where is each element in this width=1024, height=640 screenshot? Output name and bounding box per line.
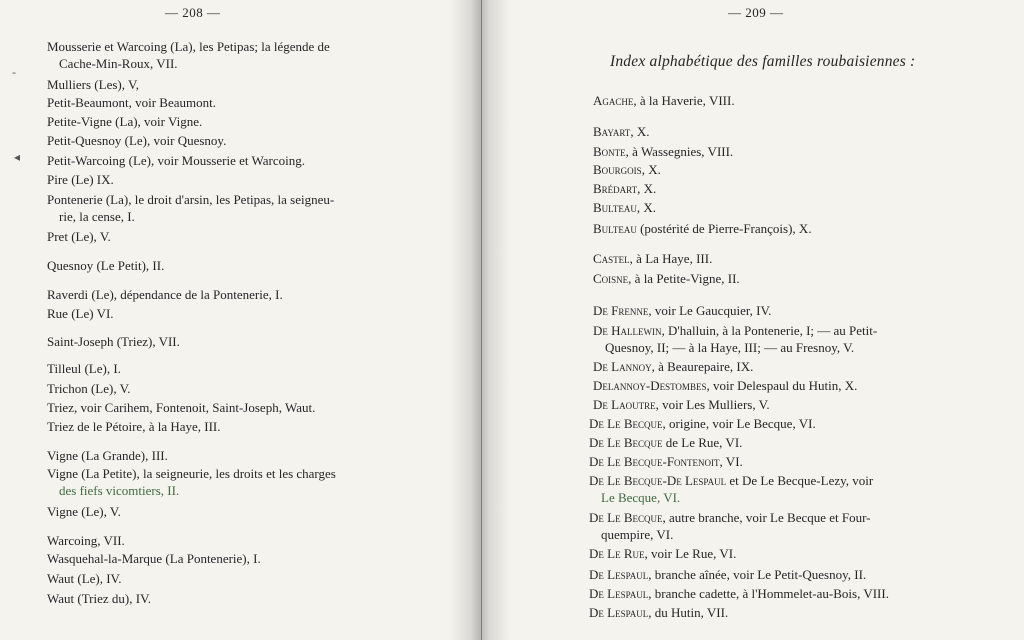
family-index-entry <box>593 180 656 197</box>
entry-line: Rue (Le) VI. <box>47 306 114 321</box>
family-index-entry <box>593 123 649 140</box>
family-index-entry <box>589 566 866 583</box>
family-name: De Hallewin <box>593 323 662 338</box>
entry-line: Raverdi (Le), dépendance de la Pontenerie, I. <box>47 287 283 302</box>
entry-line <box>593 397 770 412</box>
entry-line: Quesnoy (Le Petit), II. <box>47 258 165 273</box>
entry-line <box>589 472 873 489</box>
index-entry <box>47 152 305 169</box>
entry-line <box>593 162 661 177</box>
family-name: Bourgois <box>593 162 642 177</box>
entry-line: Pontenerie (La), le droit d'arsin, les Petipas, la seigneu- <box>47 192 335 207</box>
entry-detail: , D'halluin, à la Pontenerie, I; — au Petit- <box>661 323 878 338</box>
family-index-entry <box>593 199 656 216</box>
index-entry <box>47 360 121 377</box>
family-index-entry <box>593 302 771 319</box>
family-name: Castel <box>593 251 630 266</box>
entry-continuation-line: Cache-Min-Roux, VII. <box>59 56 178 71</box>
entry-detail: , du Hutin, VII. <box>648 605 729 620</box>
entry-detail: , voir Le Rue, VI. <box>644 546 737 561</box>
entry-line: Triez, voir Carihem, Fontenoit, Saint-Joseph, Waut. <box>47 400 316 415</box>
index-entry <box>47 305 114 322</box>
entry-line: Vigne (Le), V. <box>47 504 121 519</box>
entry-detail: , VI. <box>719 454 743 469</box>
entry-line <box>589 416 816 431</box>
index-entry <box>47 590 151 607</box>
index-entry <box>47 399 315 416</box>
entry-detail: , à Wassegnies, VIII. <box>625 144 734 159</box>
family-index-entry <box>593 358 753 375</box>
entry-continuation-line: Le Becque, VI. <box>601 490 681 505</box>
entry-line: Mousserie et Warcoing (La), les Petipas; la légende de <box>47 39 330 54</box>
family-index-entry <box>593 322 877 356</box>
entry-line: Trichon (Le), V. <box>47 381 131 396</box>
family-index-entry <box>589 509 871 543</box>
entry-line <box>593 378 857 393</box>
family-index-entry <box>589 604 728 621</box>
index-entry <box>47 333 180 350</box>
index-entry <box>47 447 168 464</box>
entry-line <box>589 605 728 620</box>
entry-line <box>589 509 871 526</box>
left-page-number: — 208 — <box>165 5 221 20</box>
index-entry <box>47 94 216 111</box>
entry-line: Pire (Le) IX. <box>47 172 114 187</box>
entry-line <box>593 251 712 266</box>
entry-line <box>593 124 649 139</box>
family-name: Brédart <box>593 181 638 196</box>
right-page <box>480 0 1024 640</box>
index-entry <box>47 191 334 225</box>
family-index-entry <box>589 434 742 451</box>
entry-line: Petit-Quesnoy (Le), voir Quesnoy. <box>47 133 227 148</box>
entry-continuation-line: des fiefs vicomtiers, II. <box>59 483 180 498</box>
entry-line: Waut (Le), IV. <box>47 571 122 586</box>
family-name: De Lespaul <box>589 586 649 601</box>
entry-line <box>593 221 812 236</box>
entry-detail: , X. <box>637 181 657 196</box>
entry-detail: et De Le Becque-Lezy, voir <box>726 473 874 488</box>
entry-line: Petit-Warcoing (Le), voir Mousserie et Warcoing. <box>47 153 305 168</box>
family-index-entry <box>593 396 770 413</box>
index-entry <box>47 286 283 303</box>
entry-line: Pret (Le), V. <box>47 229 111 244</box>
index-entry <box>47 503 121 520</box>
entry-line <box>593 181 656 196</box>
entry-line <box>593 93 735 108</box>
family-index-entry <box>589 453 743 470</box>
index-entry <box>47 465 336 499</box>
family-name: Agache <box>593 93 634 108</box>
entry-detail: , autre branche, voir Le Becque et Four- <box>662 510 871 525</box>
family-name: De Le Rue <box>589 546 645 561</box>
entry-detail: , origine, voir Le Becque, VI. <box>662 416 816 431</box>
entry-line <box>593 200 656 215</box>
entry-line <box>593 271 740 286</box>
family-index-entry <box>589 472 873 506</box>
entry-line <box>589 454 743 469</box>
entry-line: Wasquehal-la-Marque (La Pontenerie), I. <box>47 551 261 566</box>
family-name: De Frenne <box>593 303 649 318</box>
entry-line: Petite-Vigne (La), voir Vigne. <box>47 114 203 129</box>
entry-detail: , X. <box>636 200 656 215</box>
entry-line <box>589 567 866 582</box>
family-index-entry <box>593 377 857 394</box>
index-entry <box>47 532 125 549</box>
entry-detail: , à La Haye, III. <box>629 251 713 266</box>
family-name: Delannoy-Destombes <box>593 378 707 393</box>
family-index-entry <box>593 220 812 237</box>
index-entry <box>47 550 261 567</box>
family-name: De Lespaul <box>589 567 649 582</box>
entry-line: Vigne (La Grande), III. <box>47 448 168 463</box>
index-entry <box>47 570 122 587</box>
entry-line <box>593 144 733 159</box>
entry-detail: , voir Delespaul du Hutin, X. <box>706 378 858 393</box>
left-page <box>0 0 470 640</box>
entry-line <box>589 435 742 450</box>
entry-line: Mulliers (Les), V, <box>47 77 139 92</box>
family-name: Coisne <box>593 271 629 286</box>
entry-line <box>589 546 736 561</box>
family-index-entry <box>593 143 733 160</box>
family-index-entry <box>593 250 712 267</box>
family-name: De Laoutre <box>593 397 656 412</box>
entry-detail: de Le Rue, VI. <box>662 435 743 450</box>
entry-detail: , à la Petite-Vigne, II. <box>628 271 740 286</box>
entry-line: Warcoing, VII. <box>47 533 125 548</box>
index-entry <box>47 418 221 435</box>
entry-continuation-line: rie, la cense, I. <box>59 209 135 224</box>
right-page-number: — 209 — <box>728 5 784 20</box>
entry-line: Petit-Beaumont, voir Beaumont. <box>47 95 216 110</box>
entry-detail: , à la Haverie, VIII. <box>633 93 735 108</box>
margin-mark: - <box>12 65 16 79</box>
entry-continuation-line: quempire, VI. <box>601 527 674 542</box>
family-index-entry <box>589 545 736 562</box>
index-entry <box>47 228 111 245</box>
entry-line: Triez de le Pétoire, à la Haye, III. <box>47 419 221 434</box>
entry-detail: , voir Le Gaucquier, IV. <box>648 303 772 318</box>
index-entry <box>47 380 131 397</box>
family-name: De Le Becque <box>589 510 663 525</box>
family-name: De Le Becque <box>589 435 663 450</box>
family-index-entry <box>593 270 740 287</box>
index-entry <box>47 113 202 130</box>
index-entry <box>47 38 330 72</box>
entry-detail: , voir Les Mulliers, V. <box>655 397 770 412</box>
entry-detail: , branche cadette, à l'Hommelet-au-Bois, VIII. <box>648 586 889 601</box>
family-index-entry <box>593 161 661 178</box>
entry-line: Tilleul (Le), I. <box>47 361 121 376</box>
family-name: Bulteau <box>593 200 637 215</box>
index-entry <box>47 171 114 188</box>
entry-detail: , branche aînée, voir Le Petit-Quesnoy, II. <box>648 567 867 582</box>
entry-line <box>593 359 753 374</box>
family-name: Bulteau <box>593 221 637 236</box>
entry-line: Saint-Joseph (Triez), VII. <box>47 334 180 349</box>
family-name: De Lespaul <box>589 605 649 620</box>
entry-detail: (postérité de Pierre-François), X. <box>636 221 812 236</box>
index-entry <box>47 76 139 93</box>
entry-detail: , X. <box>641 162 661 177</box>
index-entry <box>47 132 226 149</box>
family-name: Bayart <box>593 124 631 139</box>
entry-detail: , à Beaurepaire, IX. <box>651 359 754 374</box>
family-name: De Lannoy <box>593 359 652 374</box>
family-name: Bonte <box>593 144 626 159</box>
family-name: De Le Becque-De Lespaul <box>589 473 727 488</box>
entry-line: Waut (Triez du), IV. <box>47 591 152 606</box>
entry-line <box>593 303 771 318</box>
family-index-title: Index alphabétique des familles roubaisiennes : <box>610 53 916 70</box>
index-entry <box>47 257 164 274</box>
entry-continuation-line: Quesnoy, II; — à la Haye, III; — au Fresnoy, V. <box>605 340 855 355</box>
family-index-entry <box>593 92 735 109</box>
family-index-entry <box>589 585 889 602</box>
entry-detail: , X. <box>630 124 650 139</box>
entry-line: Vigne (La Petite), la seigneurie, les droits et les charges <box>47 466 336 481</box>
entry-line <box>593 322 877 339</box>
family-name: De Le Becque-Fontenoit <box>589 454 720 469</box>
entry-line <box>589 586 889 601</box>
margin-mark: ◂ <box>14 150 21 164</box>
family-name: De Le Becque <box>589 416 663 431</box>
family-index-entry <box>589 415 816 432</box>
